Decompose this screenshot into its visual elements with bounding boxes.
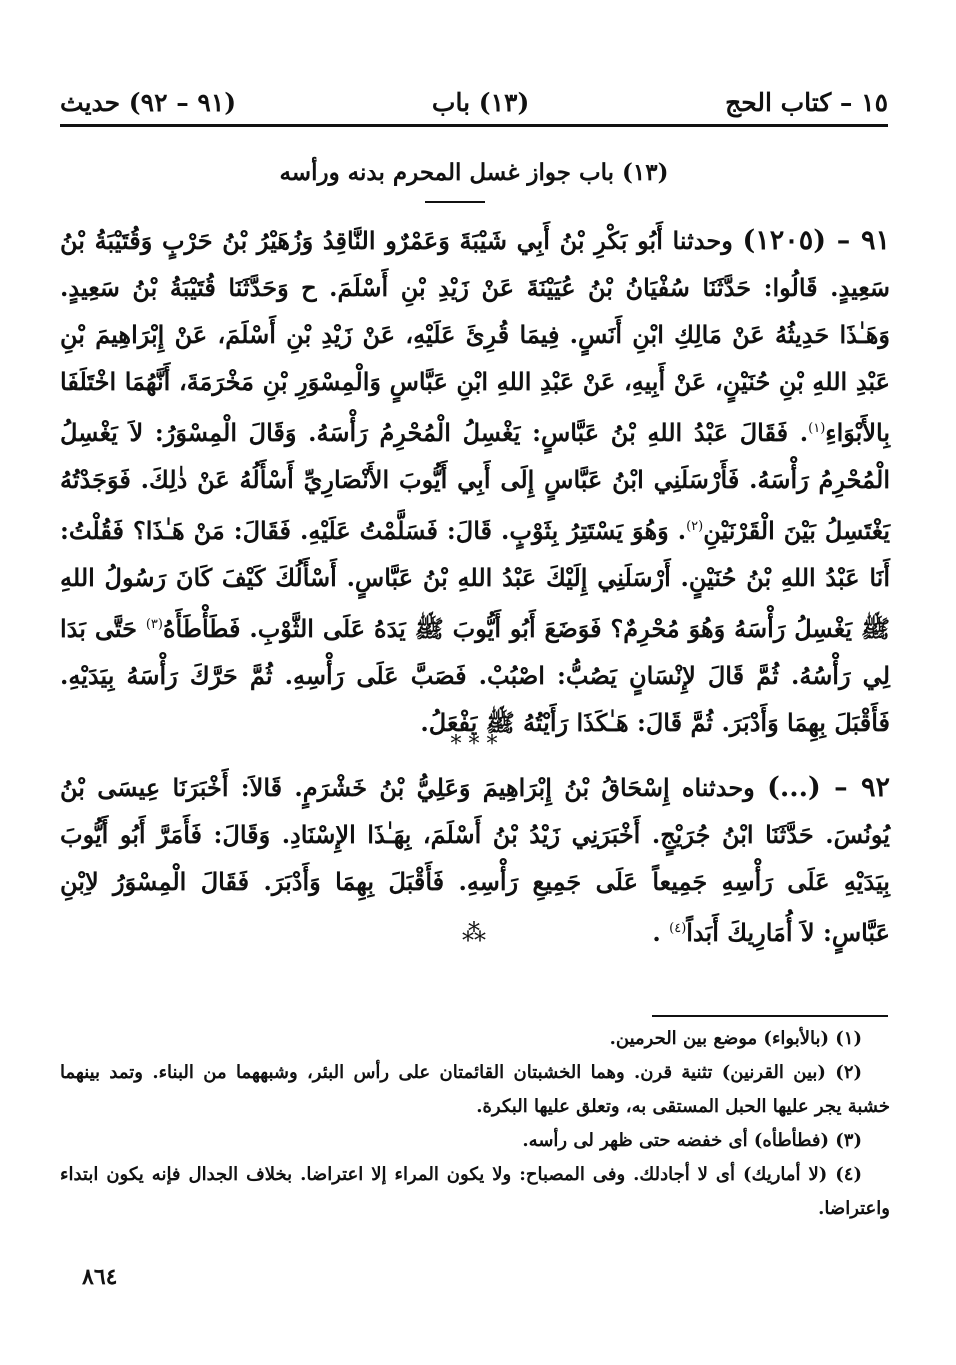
footnote-ref-3[interactable]: (٣) xyxy=(145,617,163,632)
footnote-2: (٢) (بين القرنين) تثنية قرن. وهما الخشبتان القائمتان على رأس البئر، وشبههما من البناء. وتمد بينهما خشبة يجر عليها الحبل المستقى به، وتعلق عليها البكرة. xyxy=(60,1062,890,1117)
footnote-3: (٣) (فطأطأه) أى خفضه حتى ظهر لى رأسه. xyxy=(522,1130,862,1151)
title-underline xyxy=(425,201,485,203)
hadith-number: ٩٢ – (...) xyxy=(767,772,890,803)
hadith-text: وحدثنا أَبُو بَكْرِ بْنُ أَبِي شَيْبَةَ وَعَمْرٌو النَّاقِدُ وَزُهَيْرُ بْنُ حَرْبٍ وَقُتَيْبَةُ بْنُ سَعِيدٍ. قَالُوا: حَدَّثَنَا سُفْيَانُ بْنُ عُيَيْنَةَ عَنْ زَيْدِ بْنِ أَسْلَمَ. ح وَحَدَّثَنَا قُتَيْبَةُ بْنُ سَعِيدٍ. وَهَـٰذَا حَدِيثُهُ عَنْ مَالِكِ ابْنِ أَنَسٍ. فِيمَا قُرِئَ عَلَيْهِ، عَنْ زَيْدِ بْنِ أَسْلَمَ، عَنْ إِبْرَاهِيمَ بْنِ عَبْدِ اللهِ بْنِ حُنَيْنٍ، عَنْ أَبِيهِ، عَنْ عَبْدِ اللهِ ابْنِ عَبَّاسٍ وَالْمِسْوَرِ بْنِ مَخْرَمَةَ، أَنَّهُمَا اخْتَلَفَا بِالأَبْوَاءِ xyxy=(60,226,890,447)
header-rule xyxy=(60,124,888,127)
hadith-text: وحدثناه إِسْحَاقُ بْنُ إِبْرَاهِيمَ وَعَلِيُّ بْنُ خَشْرَمٍ. قَالاَ: أَخْبَرَنَا عِيسَى بْنُ يُونُسَ. حَدَّثَنَا ابْنُ جُرَيْجٍ. أَخْبَرَنِي زَيْدُ بْنُ أَسْلَمَ، بِهَـٰذَا الإِسْنَادِ. وَقَالَ: فَأَمَرَّ أَبُو أَيُّوبَ بِيَدَيْهِ عَلَى رَأْسِهِ جَمِيعاً عَلَى جَمِيعِ رَأْسِهِ. فَأَقْبَلَ بِهِمَا وَأَدْبَرَ. فَقَالَ الْمِسْوَرُ لاِبْنِ عَبَّاسٍ: لاَ أُمَارِيكَ أَبَداً xyxy=(60,773,890,947)
footnote-rule xyxy=(652,1015,888,1017)
hadith-text: حَتَّى بَدَا لِي رَأْسُهُ. ثُمَّ قَالَ لإِنْسَانٍ يَصُبُّ: اصْبُبْ. فَصَبَّ عَلَى رَأْسِهِ. ثُمَّ حَرَّكَ رَأْسَهُ بِيَدَيْهِ. فَأَقْبَلَ بِهِمَا وَأَدْبَرَ. ثُمَّ قَالَ: هَـٰكَذَا رَأَيْتُهُ ﷺ يَفْعَلُ. xyxy=(60,614,891,737)
footnote-ref-2[interactable]: (٢) xyxy=(686,519,704,534)
hadith-text: . وَهُوَ يَسْتَتِرُ بِثَوْبٍ. قَالَ: فَسَلَّمْتُ عَلَيْهِ. فَقَالَ: مَنْ هَـٰذَا؟ فَقُلْتُ: أَنَا عَبْدُ اللهِ بْنُ حُنَيْنٍ. أَرْسَلَنِي إِلَيْكَ عَبْدُ اللهِ بْنُ عَبَّاسٍ. أَسْأَلُكَ كَيْفَ كَانَ رَسُولُ اللهِ ﷺ يَغْسِلُ رَأْسَهُ وَهُوَ مُحْرِمٌ؟ فَوَضَعَ أَبُو أَيُّوبَ ﷺ يَدَهُ عَلَى الثَّوْبِ. فَطَأْطَأَهُ xyxy=(60,516,890,643)
footnotes xyxy=(60,1022,890,1226)
end-ornament: ⁂ xyxy=(462,919,486,947)
hadith-91 xyxy=(60,217,890,746)
hadith-text: . فَقَالَ عَبْدُ اللهِ بْنُ عَبَّاسٍ: يَغْسِلُ الْمُحْرِمُ رَأْسَهُ. وَقَالَ الْمِسْوَرُ: لاَ يَغْسِلُ الْمُحْرِمُ رَأْسَهُ. فَأَرْسَلَنِي ابْنُ عَبَّاسٍ إِلَى أَبِي أَيُّوبَ الأَنْصَارِيِّ أَسْأَلُهُ عَنْ ذٰلِكَ. فَوَجَدْتُهُ يَغْتَسِلُ بَيْنَ الْقَرْنَيْنِ xyxy=(60,418,891,545)
footnote-ref-4[interactable]: (٤) xyxy=(669,921,687,936)
running-head-hadith-range: (٩١ – ٩٢) حديث xyxy=(60,87,237,117)
hadith-number: ٩١ – (١٢٠٥) xyxy=(742,225,891,256)
footnote-1: (١) (بالأبواء) موضع بين الحرمين. xyxy=(609,1028,862,1049)
hadith-text: . xyxy=(652,918,670,947)
section-separator: * * * xyxy=(450,732,498,757)
footnote-ref-1[interactable]: (١) xyxy=(808,421,826,436)
running-head-book: ١٥ – كتاب الحج xyxy=(725,87,888,117)
footnote-4: (٤) (لا أماريك) أى لا أجادلك. وفى المصباح: ولا يكون المراء إلا اعتراضا. بخلاف الجدال فإنه يكون ابتداء واعتراضا. xyxy=(60,1164,890,1219)
page-number: ٨٦٤ xyxy=(82,1264,118,1290)
running-head xyxy=(60,80,888,124)
chapter-title: (١٣) باب جواز غسل المحرم بدنه ورأسه xyxy=(279,159,669,186)
running-head-chapter: (١٣) باب xyxy=(431,87,530,117)
